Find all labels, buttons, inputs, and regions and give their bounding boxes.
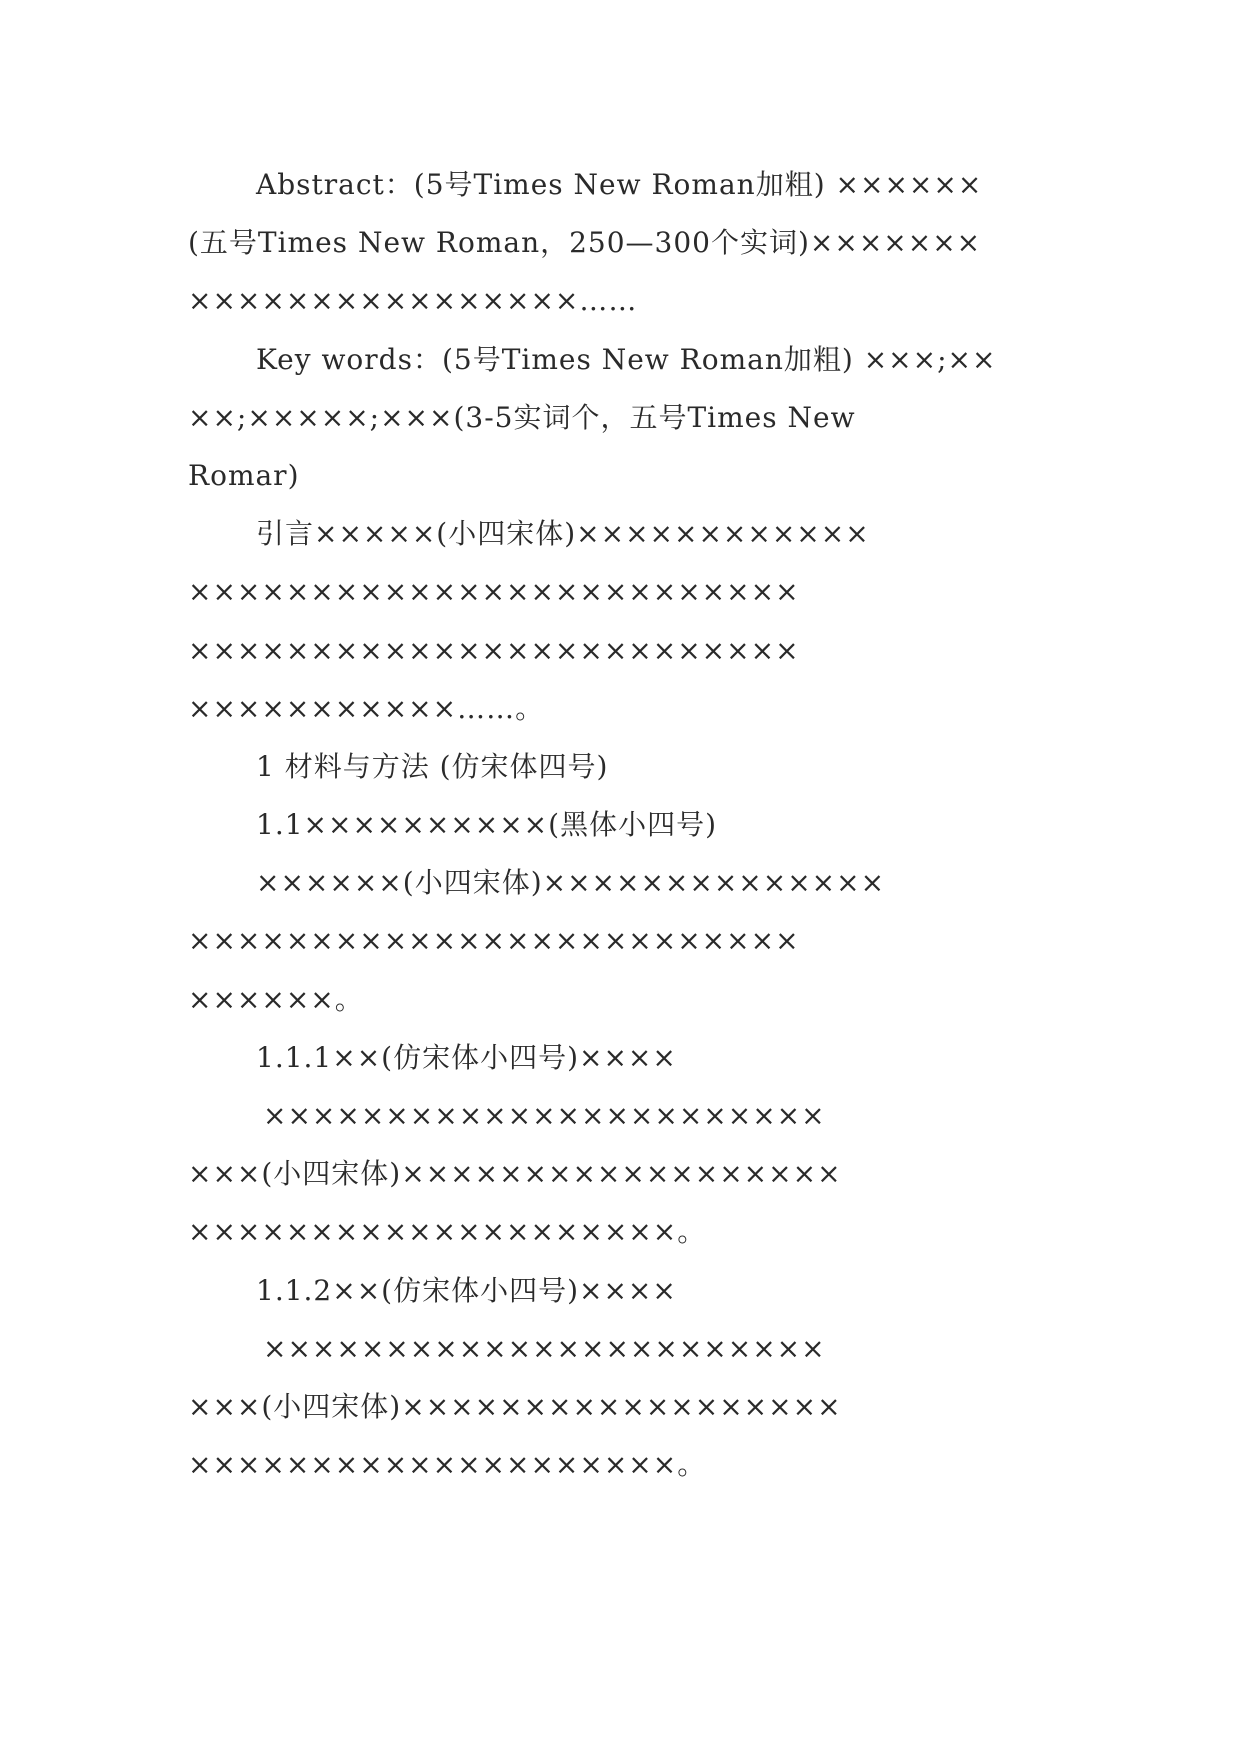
body-paragraph-1-line-3: ××××××。 [188,982,364,1016]
section-heading-1: 1 材料与方法 (仿宋体四号) [256,749,609,783]
abstract-line-1: Abstract：(5号Times New Roman加粗) ×××××× [256,168,983,201]
keywords-line-3: Romar) [188,458,300,492]
introduction-line-3: ××××××××××××××××××××××××× [188,633,800,667]
body-paragraph-1-line-1: ××××××(小四宋体)×××××××××××××× [256,866,886,900]
document-page [188,156,1056,1494]
introduction-line-2: ××××××××××××××××××××××××× [188,575,800,609]
body-paragraph-1-line-2: ××××××××××××××××××××××××× [188,924,800,958]
subsection-heading-1-1-2: 1.1.2××(仿宋体小四号)×××× [256,1273,677,1307]
introduction-line-1: 引言×××××(小四宋体)×××××××××××× [256,517,870,551]
body-paragraph-3-line-2: ×××(小四宋体)×××××××××××××××××× [188,1389,842,1423]
body-paragraph-2-line-2: ×××(小四宋体)×××××××××××××××××× [188,1157,842,1191]
body-paragraph-2-line-3: ××××××××××××××××××××。 [188,1215,707,1249]
body-paragraph-3-line-3: ××××××××××××××××××××。 [188,1448,707,1482]
keywords-line-1: Key words：(5号Times New Roman加粗) ×××;×× [256,342,997,376]
body-paragraph-2-line-1: ××××××××××××××××××××××× [263,1099,826,1132]
subsection-heading-1-1-1: 1.1.1××(仿宋体小四号)×××× [256,1040,677,1074]
abstract-line-2: (五号Times New Roman，250—300个实词)××××××× [188,226,982,260]
introduction-line-4: ×××××××××××……。 [188,691,545,725]
subsection-heading-1-1: 1.1××××××××××(黑体小四号) [256,808,717,842]
abstract-line-3: ××××××××××××××××…… [188,284,638,318]
body-paragraph-3-line-1: ××××××××××××××××××××××× [263,1331,826,1365]
keywords-line-2: ××;×××××;×××(3-5实词个，五号Times New [188,400,856,434]
